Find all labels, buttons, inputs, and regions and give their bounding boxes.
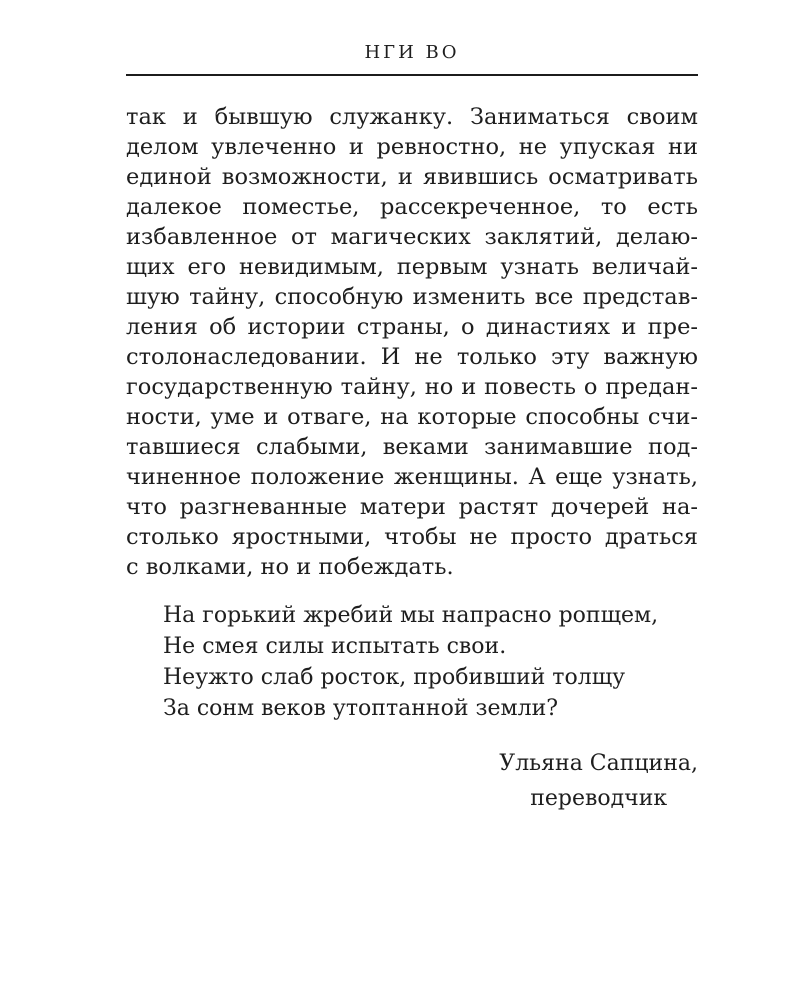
paragraph-line: единой возможности, и явившись осматривать [126,164,698,190]
paragraph-line: тавшиеся слабыми, веками занимавшие под- [126,434,698,460]
paragraph-line: делом увлеченно и ревностно, не упуская ни [126,134,698,160]
paragraph-line: щих его невидимым, первым узнать величай- [126,254,698,280]
translator-role: переводчик [530,786,668,811]
header-rule [126,74,698,76]
paragraph-line: ности, уме и отваге, на которые способны счи- [126,404,698,430]
verse-line: Не смея силы испытать свои. [163,634,507,659]
paragraph-line: столонаследовании. И не только эту важную [126,344,698,370]
body-paragraph [126,102,698,582]
paragraph-line: избавленное от магических заклятий, делаю- [126,224,698,250]
paragraph-line: с волками, но и побеждать. [126,554,454,580]
paragraph-line: чиненное положение женщины. А еще узнать, [126,464,698,490]
page-content-column [126,0,698,816]
verse-quatrain [126,600,698,724]
paragraph-line: что разгневанные матери растят дочерей на- [126,494,698,520]
translator-signature [499,746,698,816]
verse-line: На горький жребий мы напрасно ропщем, [163,603,659,628]
paragraph-line: шую тайну, способную изменить все представ- [126,284,698,310]
paragraph-line: так и бывшую служанку. Заниматься своим [126,104,698,130]
paragraph-line: далекое поместье, рассекреченное, то есть [126,194,698,220]
translator-name: Ульяна Сапцина, [499,751,698,776]
running-header: НГИ ВО [364,42,460,63]
paragraph-line: ления об истории страны, о династиях и пре- [126,314,698,340]
verse-line: За сонм веков утоптанной земли? [163,696,559,721]
paragraph-line: государственную тайну, но и повесть о предан- [126,374,698,400]
verse-line: Неужто слаб росток, пробивший толщу [163,665,626,690]
paragraph-line: столько яростными, чтобы не просто драться [126,524,698,550]
